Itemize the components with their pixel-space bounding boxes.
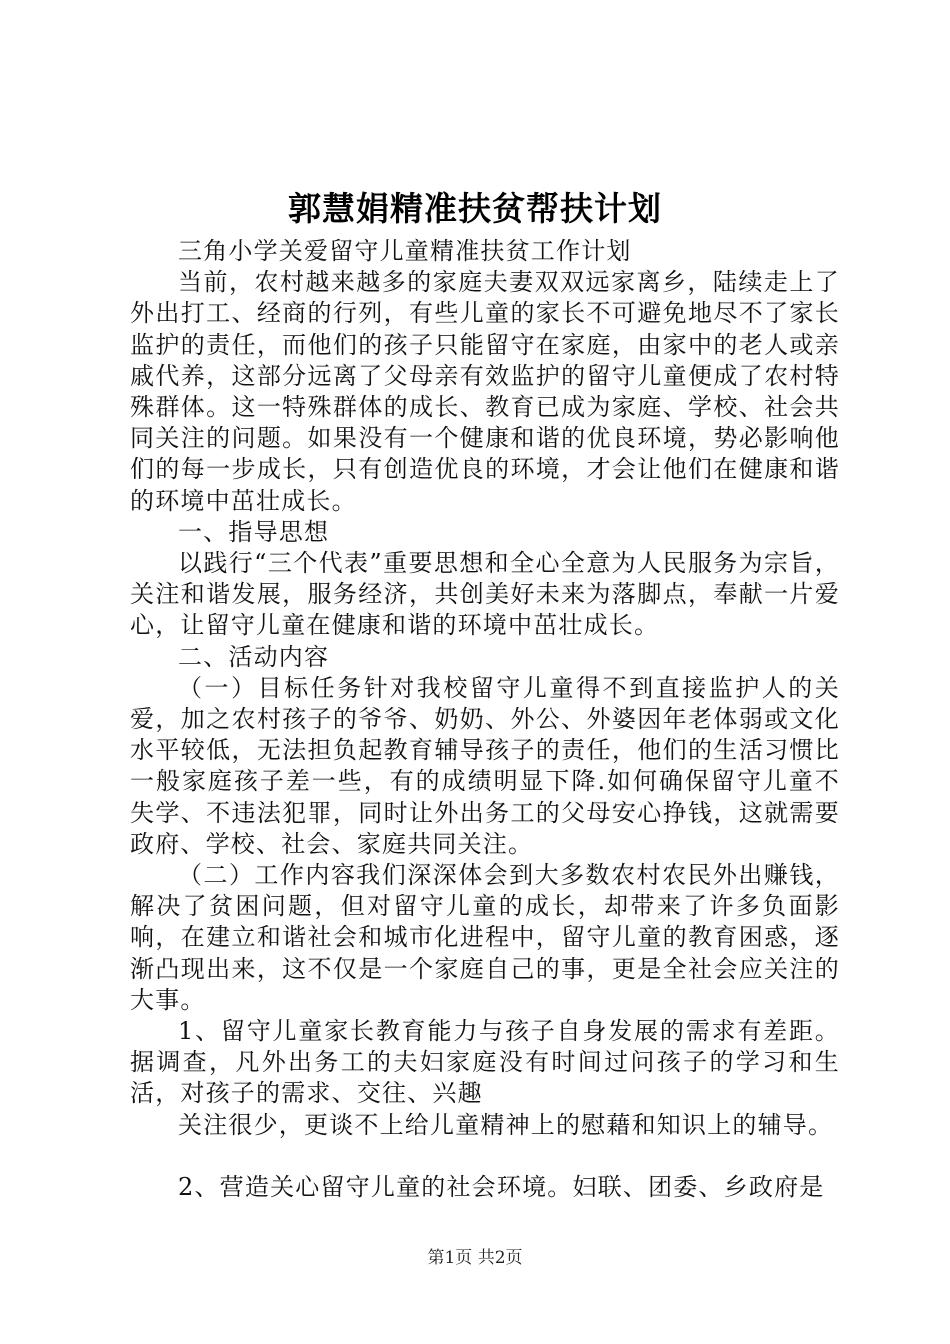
heading-guiding-thought: 一、指导思想	[178, 517, 330, 546]
paragraph-work-content: （二）工作内容我们深深体会到大多数农村农民外出赚钱，解决了贫困问题，但对留守儿童的成长，却带来了许多负面影响，在建立和谐社会和城市化进程中，留守儿童的教育困惑，逐渐凸现出来，这不仅是一个家庭自己的事，更是全社会应关注的大事。	[130, 861, 840, 1014]
paragraph-subtitle: 三角小学关爱留守儿童精准扶贫工作计划	[178, 237, 632, 265]
paragraph-item-2: 2、营造关心留守儿童的社会环境。妇联、团委、乡政府是	[178, 1172, 825, 1201]
paragraph-intro: 当前，农村越来越多的家庭夫妻双双远家离乡，陆续走上了外出打工、经商的行列，有些儿童的家长不可避免地尽不了家长监护的责任，而他们的孩子只能留守在家庭，由家中的老人或亲戚代养，这部分远离了父母亲有效监护的留守儿童便成了农村特殊群体。这一特殊群体的成长、教育已成为家庭、学校、社会共同关注的问题。如果没有一个健康和谐的优良环境，势必影响他们的每一步成长，只有创造优良的环境，才会让他们在健康和谐的环境中茁壮成长。	[130, 268, 840, 515]
page-number: 第1页 共2页	[427, 1248, 523, 1268]
paragraph-guiding-thought: 以践行“三个代表”重要思想和全心全意为人民服务为宗旨，关注和谐发展，服务经济，共创美好未来为落脚点，奉献一片爱心，让留守儿童在健康和谐的环境中茁壮成长。	[130, 549, 840, 640]
paragraph-item-1-continued: 关注很少，更谈不上给儿童精神上的慰藉和知识上的辅导。	[178, 1110, 834, 1139]
paragraph-item-1: 1、留守儿童家长教育能力与孩子自身发展的需求有差距。据调查，凡外出务工的夫妇家庭没有时间过问孩子的学习和生活，对孩子的需求、交往、兴趣	[130, 1017, 840, 1108]
document-title: 郭慧娟精准扶贫帮扶计划	[288, 189, 662, 228]
heading-activity-content: 二、活动内容	[178, 642, 330, 671]
document-body	[130, 236, 840, 1203]
paragraph-goals: （一）目标任务针对我校留守儿童得不到直接监护人的关爱，加之农村孩子的爷爷、奶奶、外公、外婆因年老体弱或文化水平较低，无法担负起教育辅导孩子的责任，他们的生活习惯比一般家庭孩子差一些，有的成绩明显下降.如何确保留守儿童不失学、不违法犯罪，同时让外出务工的父母安心挣钱，这就需要政府、学校、社会、家庭共同关注。	[130, 673, 840, 858]
